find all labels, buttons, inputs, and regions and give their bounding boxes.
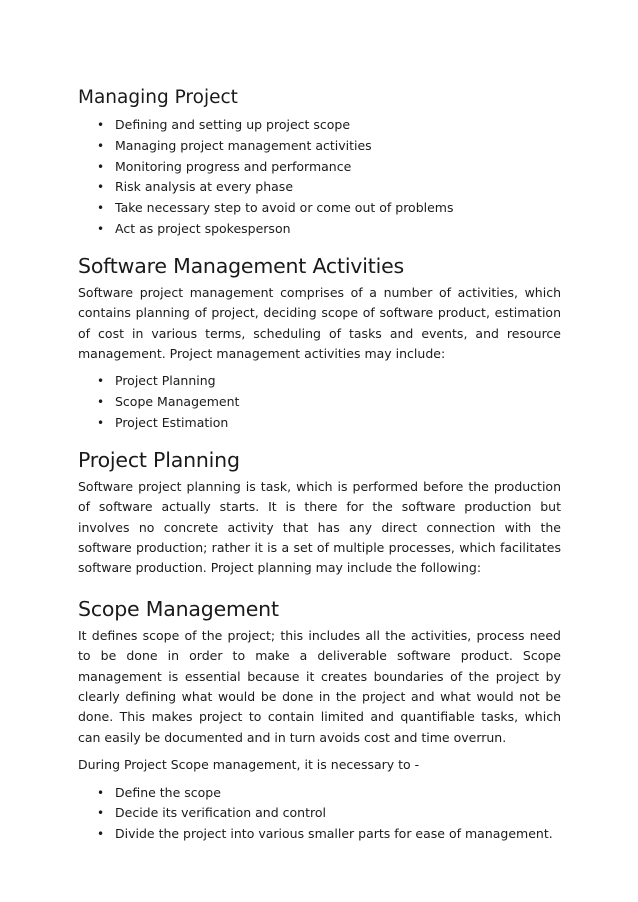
managing-project-heading: Managing Project (78, 87, 238, 108)
list-item-text: Risk analysis at every phase (115, 179, 294, 195)
list-item (78, 413, 561, 434)
bullet-icon: • (97, 806, 105, 821)
project-planning-heading: Project Planning (78, 447, 240, 472)
software-management-activities-heading: Software Management Activities (78, 253, 404, 278)
list-item-text: Defining and setting up project scope (115, 117, 351, 132)
scope-management-paragraph: It defines scope of the project; this includes all the activities, process need to be done in order to make a deliverable software product. Scope management is essential because it creates boundaries of the project by clearly defining what would be done in the project and what would not be done. This makes project to contain limited and quantifiable tasks, which can easily be documented and in turn avoids cost and time overrun. (78, 627, 561, 745)
list-item-text: Project Estimation (115, 415, 229, 430)
list-item (78, 371, 561, 392)
list-item-text: Managing project management activities (115, 137, 372, 153)
activities-paragraph: Software project management comprises of a number of activities, which contains planning of project, deciding scope of software product, estimation of cost in various terms, scheduling of tasks and events, and resource management. Project management activities may include: (78, 284, 561, 361)
managing-project-list (78, 115, 561, 240)
list-item (78, 136, 561, 157)
bullet-icon: • (97, 785, 105, 800)
bullet-icon: • (97, 138, 105, 153)
bullet-icon: • (97, 374, 105, 389)
bullet-icon: • (97, 159, 105, 174)
bullet-icon: • (97, 827, 105, 842)
document-page (78, 86, 561, 845)
bullet-icon: • (97, 221, 105, 236)
project-planning-paragraph: Software project planning is task, which is performed before the production of software actually starts. It is there for the software production but involves no concrete activity that has any direct connection with the software production; rather it is a set of multiple processes, which facilitates software production. Project planning may include the following: (78, 478, 561, 576)
bullet-icon: • (97, 416, 105, 430)
list-item-text: Project Planning (115, 373, 216, 389)
list-item (78, 783, 561, 804)
list-item-text: Act as project spokesperson (115, 220, 291, 236)
scope-management-heading: Scope Management (78, 596, 279, 621)
list-item (78, 392, 561, 413)
scope-list (78, 783, 561, 845)
list-item (78, 157, 561, 178)
list-item-text: Define the scope (115, 784, 221, 800)
list-item (78, 824, 561, 845)
list-item-text: Divide the project into various smaller parts for ease of management. (115, 826, 553, 842)
list-item-text: Scope Management (115, 394, 240, 410)
list-item (78, 219, 561, 240)
list-item-text: Decide its verification and control (115, 805, 326, 821)
list-item (78, 177, 561, 198)
bullet-icon: • (97, 395, 105, 410)
list-item (78, 198, 561, 219)
scope-intro-paragraph: During Project Scope management, it is necessary to - (78, 757, 420, 773)
list-item-text: Take necessary step to avoid or come out of problems (115, 200, 454, 216)
list-item (78, 115, 561, 136)
bullet-icon: • (97, 201, 105, 216)
activities-list (78, 371, 561, 433)
bullet-icon: • (97, 180, 105, 195)
list-item (78, 803, 561, 824)
list-item-text: Monitoring progress and performance (115, 158, 352, 174)
bullet-icon: • (97, 118, 105, 132)
